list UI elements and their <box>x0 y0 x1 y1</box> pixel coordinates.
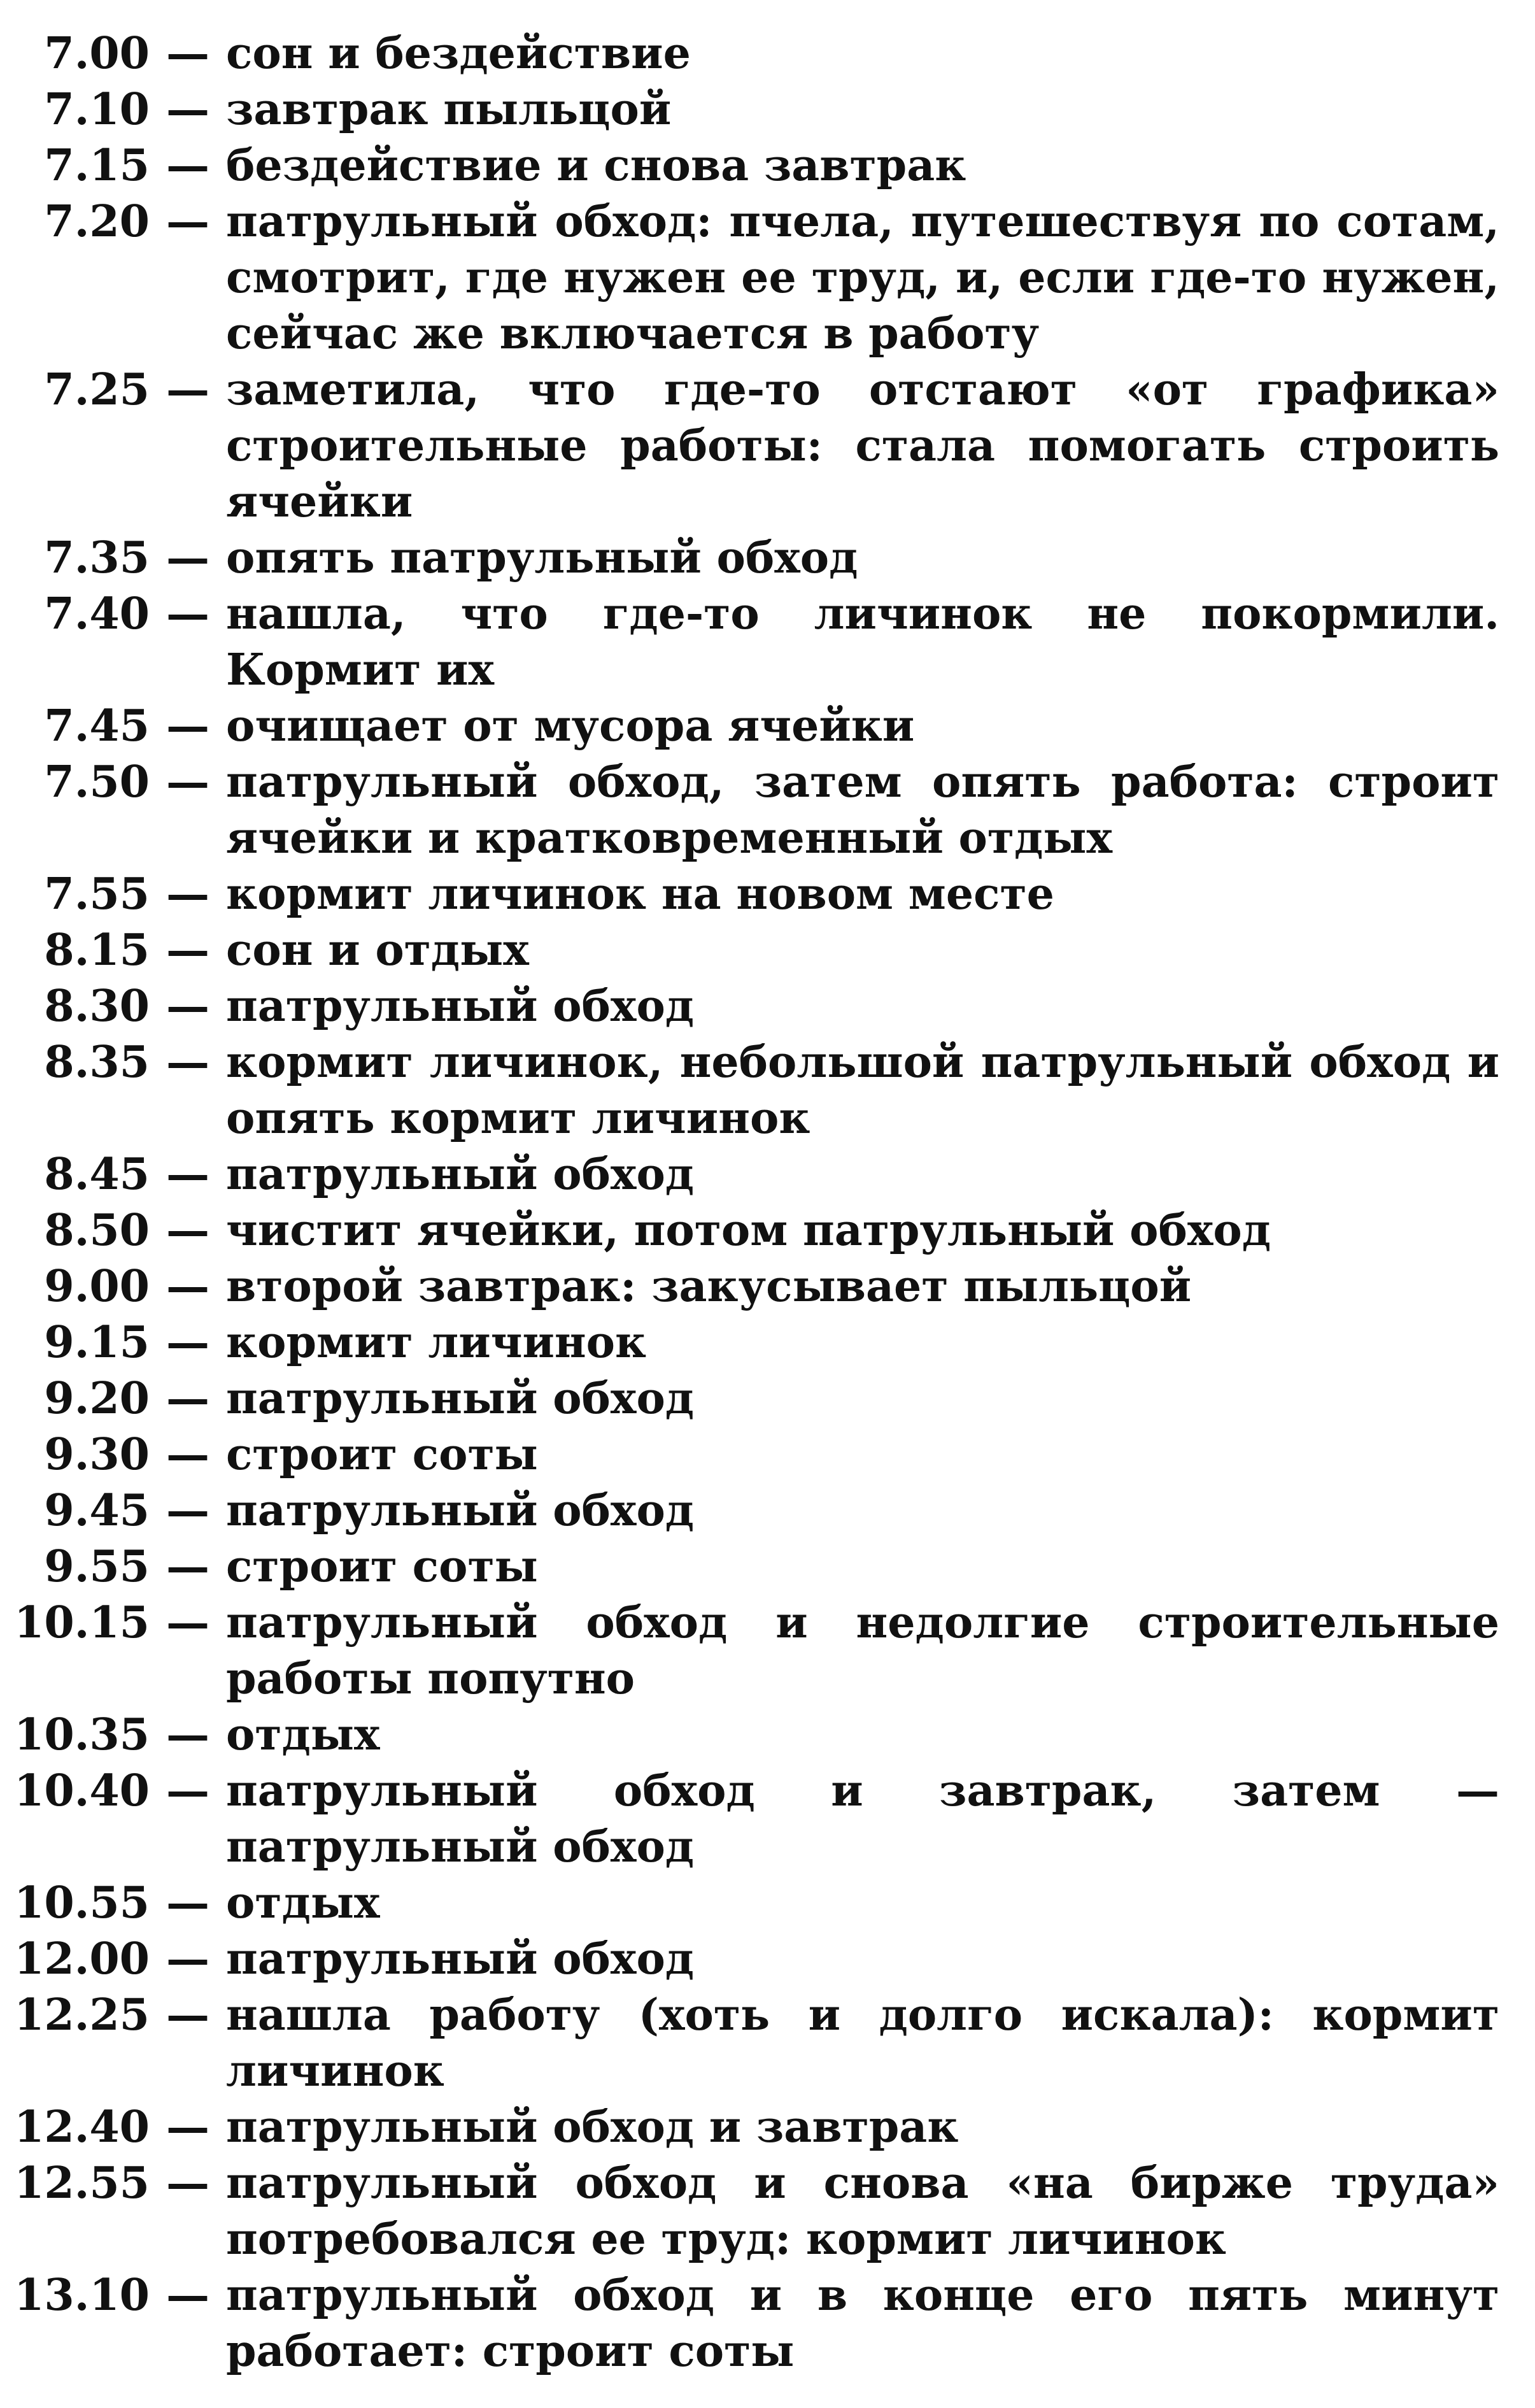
entry-text: патрульный обход и завтрак, затем — патрульный обход <box>226 1765 1499 1872</box>
schedule-entry <box>0 1034 1535 1146</box>
entry-text: очищает от мусора ячейки <box>226 701 915 752</box>
schedule-entry <box>0 2155 1535 2267</box>
entry-dash: — <box>166 1429 209 1480</box>
entry-text: патрульный обход <box>226 1934 695 1984</box>
schedule-entry <box>0 978 1535 1034</box>
entry-time: 7.20 <box>44 196 150 247</box>
entry-text: патрульный обход <box>226 1373 695 1424</box>
schedule-entry <box>0 530 1535 586</box>
entry-dash: — <box>166 2270 209 2321</box>
entry-dash: — <box>166 1597 209 1648</box>
entry-time: 8.50 <box>44 1205 150 1256</box>
entry-time: 9.30 <box>44 1429 150 1480</box>
entry-time: 12.00 <box>14 1934 150 1984</box>
entry-text: патрульный обход <box>226 1149 695 1200</box>
entry-time: 9.20 <box>44 1373 150 1424</box>
entry-dash: — <box>166 1317 209 1368</box>
entry-time: 10.15 <box>14 1597 150 1648</box>
entry-time: 12.55 <box>14 2158 150 2209</box>
entry-time: 7.25 <box>44 364 150 415</box>
entry-time: 8.35 <box>44 1037 150 1088</box>
entry-time: 12.40 <box>14 2102 150 2153</box>
schedule-entry <box>0 82 1535 138</box>
entry-dash: — <box>166 28 209 79</box>
schedule-entry <box>0 1483 1535 1539</box>
schedule-entry <box>0 138 1535 194</box>
entry-time: 7.15 <box>44 140 150 191</box>
entry-dash: — <box>166 532 209 583</box>
schedule-entry <box>0 1427 1535 1483</box>
entry-dash: — <box>166 757 209 808</box>
entry-time: 7.50 <box>44 757 150 808</box>
entry-dash: — <box>166 140 209 191</box>
entry-dash: — <box>166 1149 209 1200</box>
schedule-entry <box>0 754 1535 866</box>
entry-time: 7.55 <box>44 869 150 920</box>
entry-text: кормит личинок на новом месте <box>226 869 1054 920</box>
entry-dash: — <box>166 1934 209 1984</box>
entry-dash: — <box>166 1205 209 1256</box>
entry-time: 9.45 <box>44 1485 150 1536</box>
entry-time: 7.35 <box>44 532 150 583</box>
schedule-entry <box>0 194 1535 362</box>
entry-time: 9.55 <box>44 1541 150 1592</box>
entry-text: сон и отдых <box>226 925 529 976</box>
schedule-entry <box>0 1987 1535 2099</box>
entry-text: строит соты <box>226 1541 538 1592</box>
entry-time: 10.40 <box>14 1765 150 1816</box>
entry-dash: — <box>166 869 209 920</box>
schedule-entry <box>0 1146 1535 1202</box>
entry-text: нашла, что где-то личинок не покормили. Кормит их <box>226 588 1499 695</box>
schedule-entry <box>0 922 1535 978</box>
entry-text: завтрак пыльцой <box>226 84 672 135</box>
schedule-entry <box>0 2267 1535 2379</box>
entry-text: кормит личинок <box>226 1317 647 1368</box>
schedule-entry <box>0 362 1535 530</box>
entry-time: 9.15 <box>44 1317 150 1368</box>
entry-text: патрульный обход и недолгие строительные работы попутно <box>226 1597 1499 1704</box>
schedule-entry <box>0 1595 1535 1707</box>
schedule-entry <box>0 1763 1535 1875</box>
entry-time: 8.30 <box>44 981 150 1032</box>
entry-time: 7.10 <box>44 84 150 135</box>
entry-dash: — <box>166 364 209 415</box>
entry-text: патрульный обход <box>226 1485 695 1536</box>
entry-text: сон и бездействие <box>226 28 691 79</box>
entry-text: патрульный обход: пчела, путешествуя по сотам, смотрит, где нужен ее труд, и, если где-то нужен, сейчас же включается в работу <box>226 196 1499 359</box>
schedule-entry <box>0 1314 1535 1371</box>
entry-text: опять патрульный обход <box>226 532 858 583</box>
entry-text: заметила, что где-то отстают «от графика» строительные работы: стала помогать строить ячейки <box>226 364 1499 527</box>
entry-text: бездействие и снова завтрак <box>226 140 966 191</box>
entry-dash: — <box>166 1541 209 1592</box>
entry-time: 10.55 <box>14 1877 150 1928</box>
entry-time: 7.45 <box>44 701 150 752</box>
schedule-entry <box>0 1931 1535 1987</box>
schedule-entry <box>0 1258 1535 1314</box>
schedule-entry <box>0 2099 1535 2155</box>
schedule-entry <box>0 1875 1535 1931</box>
entry-dash: — <box>166 925 209 976</box>
entry-dash: — <box>166 1877 209 1928</box>
entry-dash: — <box>166 1037 209 1088</box>
entry-text: отдых <box>226 1709 380 1760</box>
entry-text: нашла работу (хоть и долго искала): кормит личинок <box>226 1990 1499 2097</box>
entry-time: 13.10 <box>14 2270 150 2321</box>
entry-time: 12.25 <box>14 1990 150 2041</box>
schedule-entry <box>0 1707 1535 1763</box>
schedule-list <box>0 25 1535 2379</box>
entry-text: патрульный обход, затем опять работа: строит ячейки и кратковременный отдых <box>226 757 1499 864</box>
entry-text: патрульный обход <box>226 981 695 1032</box>
entry-text: патрульный обход и в конце его пять минут работает: строит соты <box>226 2270 1499 2377</box>
schedule-entry <box>0 1202 1535 1258</box>
entry-dash: — <box>166 84 209 135</box>
entry-dash: — <box>166 588 209 639</box>
entry-text: патрульный обход и снова «на бирже труда» потребовался ее труд: кормит личинок <box>226 2158 1499 2265</box>
entry-dash: — <box>166 1709 209 1760</box>
entry-text: строит соты <box>226 1429 538 1480</box>
entry-text: второй завтрак: закусывает пыльцой <box>226 1261 1192 1312</box>
schedule-entry <box>0 1371 1535 1427</box>
entry-time: 10.35 <box>14 1709 150 1760</box>
schedule-entry <box>0 1539 1535 1595</box>
entry-text: чистит ячейки, потом патрульный обход <box>226 1205 1271 1256</box>
entry-dash: — <box>166 1261 209 1312</box>
schedule-page <box>0 25 1535 2379</box>
schedule-entry <box>0 866 1535 922</box>
entry-time: 7.00 <box>44 28 150 79</box>
entry-time: 8.45 <box>44 1149 150 1200</box>
entry-time: 8.15 <box>44 925 150 976</box>
entry-dash: — <box>166 981 209 1032</box>
entry-dash: — <box>166 701 209 752</box>
entry-time: 9.00 <box>44 1261 150 1312</box>
entry-text: кормит личинок, небольшой патрульный обход и опять кормит личинок <box>226 1037 1499 1144</box>
entry-dash: — <box>166 1765 209 1816</box>
entry-text: отдых <box>226 1877 380 1928</box>
entry-dash: — <box>166 1485 209 1536</box>
entry-dash: — <box>166 196 209 247</box>
schedule-entry <box>0 698 1535 754</box>
entry-text: патрульный обход и завтрак <box>226 2102 959 2153</box>
schedule-entry <box>0 25 1535 82</box>
entry-dash: — <box>166 1990 209 2041</box>
schedule-entry <box>0 586 1535 698</box>
entry-time: 7.40 <box>44 588 150 639</box>
entry-dash: — <box>166 2158 209 2209</box>
entry-dash: — <box>166 2102 209 2153</box>
entry-dash: — <box>166 1373 209 1424</box>
